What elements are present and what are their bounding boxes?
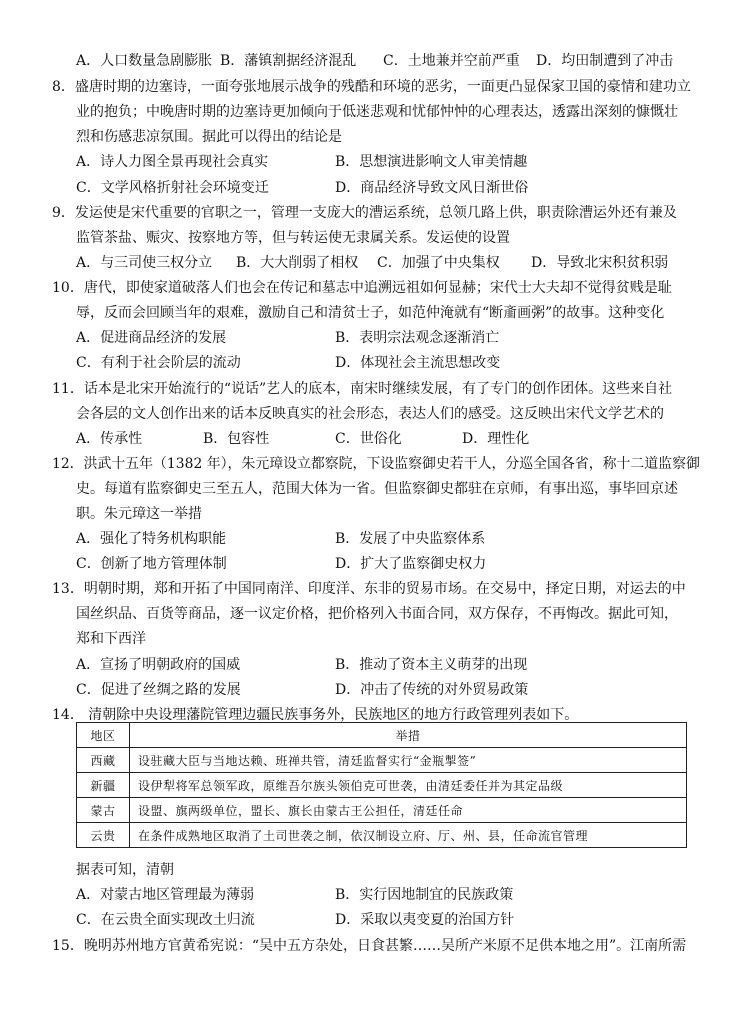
q11-stem-line-2: 会各层的文人创作出来的话本反映真实的社会形态，表达人们的感受。这反映出宋代文学艺术的 — [76, 406, 664, 422]
q8-stem-line-3: 烈和伤感悲凉氛围。据此可以得出的结论是 — [76, 129, 342, 145]
q10-option-d: D．体现社会主流思想改变 — [335, 355, 501, 371]
q13-stem-line-3: 郑和下西洋 — [76, 631, 146, 647]
q10-stem-line-2: 辱，反而会回顾当年的艰难，激励自己和清贫士子，如范仲淹就有“断齑画粥”的故事。这种变化 — [76, 305, 665, 321]
table-cell-measure: 设盟、旗两级单位，盟长、旗长由蒙古王公担任，清廷任命 — [130, 798, 687, 823]
table-cell-region: 新疆 — [77, 773, 130, 798]
q15-stem-line-1: 15．晚明苏州地方官黄希宪说：“吴中五方杂处，日食甚繁……吴所产米原不足供本地之用”。江南所需 — [52, 938, 687, 954]
q11-stem-line-1: 11．话本是北宋开始流行的“说话”艺人的底本，南宋时继续发展，有了专门的创作团体。这些来自社 — [52, 381, 673, 397]
q8-option-b: B．思想演进影响文人审美情趣 — [335, 154, 528, 170]
q12-option-c: C．创新了地方管理体制 — [76, 556, 227, 572]
q12-option-d: D．扩大了监察御史权力 — [335, 556, 487, 572]
q12-stem-line-1: 12．洪武十五年（1382 年），朱元璋设立都察院，下设监察御史若干人，分巡全国各省，称十二道监察御 — [52, 456, 700, 472]
q7-option-a: A．人口数量急剧膨胀 — [76, 53, 213, 69]
table-header-region: 地区 — [77, 723, 130, 748]
table-cell-region: 蒙古 — [77, 798, 130, 823]
q8-option-c: C．文学风格折射社会环境变迁 — [76, 180, 269, 196]
q10-option-c: C．有利于社会阶层的流动 — [76, 355, 241, 371]
q8-option-a: A．诗人力图全景再现社会真实 — [76, 154, 269, 170]
q9-stem-line-2: 监管茶盐、赈灾、按察地方等，但与转运使无隶属关系。发运使的设置 — [76, 230, 510, 246]
table-row — [77, 798, 687, 823]
q11-option-a: A．传承性 — [76, 431, 143, 447]
q7-option-c: C．土地兼并空前严重 — [383, 53, 520, 69]
q9-stem-line-1: 9．发运使是宋代重要的官职之一，管理一支庞大的漕运系统，总领几路上供，职责除漕运外还有兼及 — [52, 205, 677, 221]
q12-stem-line-2: 史。每道有监察御史三至五人，范围大体为一省。但监察御史都驻在京师，有事出巡，事毕回京述 — [76, 481, 678, 497]
q14-option-d: D．采取以夷变夏的治国方针 — [335, 912, 515, 928]
q10-option-a: A．促进商品经济的发展 — [76, 330, 227, 346]
q8-option-d: D．商品经济导致文风日渐世俗 — [335, 180, 529, 196]
q7-option-d: D．均田制遭到了冲击 — [536, 53, 674, 69]
q9-option-d: D．导致北宋积贫积弱 — [531, 255, 669, 271]
q13-option-a: A．宣扬了明朝政府的国威 — [76, 657, 241, 673]
q9-option-a: A．与三司使三权分立 — [76, 255, 213, 271]
q13-option-b: B．推动了资本主义萌芽的出现 — [335, 657, 528, 673]
q14-option-c: C．在云贵全面实现改土归流 — [76, 912, 255, 928]
table-header-row — [77, 723, 687, 748]
q8-stem-line-1: 8．盛唐时期的边塞诗，一面夸张地展示战争的残酷和环境的恶劣，一面更凸显保家卫国的豪情和建功立 — [52, 79, 691, 95]
q13-stem-line-1: 13．明朝时期，郑和开拓了中国同南洋、印度洋、东非的贸易市场。在交易中，择定日期，对运去的中 — [52, 581, 686, 597]
table-row — [77, 823, 687, 848]
q13-stem-line-2: 国丝织品、百货等商品，逐一议定价格，把价格列入书面合同，双方保存，不再悔改。据此可知， — [76, 606, 678, 622]
table-row — [77, 748, 687, 773]
table-row — [77, 773, 687, 798]
q14-option-a: A．对蒙古地区管理最为薄弱 — [76, 887, 255, 903]
q10-stem-line-1: 10．唐代，即使家道破落人们也会在传记和墓志中追溯远祖如何显赫；宋代士大夫却不觉得贫贱是耻 — [52, 280, 672, 296]
q14-region-table — [76, 722, 687, 848]
q10-option-b: B．表明宗法观念逐渐消亡 — [335, 330, 500, 346]
q7-option-b: B．藩镇割据经济混乱 — [220, 53, 357, 69]
table-cell-region: 云贵 — [77, 823, 130, 848]
q9-option-b: B．大大削弱了相权 — [236, 255, 359, 271]
q8-stem-line-2: 业的抱负；中晚唐时期的边塞诗更加倾向于低迷悲观和忧郁忡忡的心理表达，透露出深刻的慷慨壮 — [76, 104, 678, 120]
q9-option-c: C．加强了中央集权 — [377, 255, 500, 271]
table-header-measures: 举措 — [130, 723, 687, 748]
q11-option-d: D．理性化 — [462, 431, 530, 447]
table-cell-measure: 设伊犁将军总领军政，原维吾尔族头领伯克可世袭，由清廷委任并为其定品级 — [130, 773, 687, 798]
q14-after-table: 据表可知，清朝 — [76, 862, 174, 878]
table-cell-measure: 在条件成熟地区取消了土司世袭之制，依汉制设立府、厅、州、县，任命流官管理 — [130, 823, 687, 848]
q11-option-c: C．世俗化 — [335, 431, 402, 447]
q13-option-c: C．促进了丝绸之路的发展 — [76, 682, 241, 698]
q11-option-b: B．包容性 — [203, 431, 270, 447]
q14-option-b: B．实行因地制宜的民族政策 — [335, 887, 514, 903]
table-cell-measure: 设驻藏大臣与当地达赖、班禅共管，清廷监督实行“金瓶掣签” — [130, 748, 687, 773]
q14-stem: 14． 清朝除中央设理藩院管理边疆民族事务外，民族地区的地方行政管理列表如下。 — [52, 707, 579, 723]
q12-option-a: A．强化了特务机构职能 — [76, 531, 227, 547]
q12-option-b: B．发展了中央监察体系 — [335, 531, 486, 547]
q12-stem-line-3: 职。朱元璋这一举措 — [76, 506, 202, 522]
q13-option-d: D．冲击了传统的对外贸易政策 — [335, 682, 529, 698]
table-cell-region: 西藏 — [77, 748, 130, 773]
